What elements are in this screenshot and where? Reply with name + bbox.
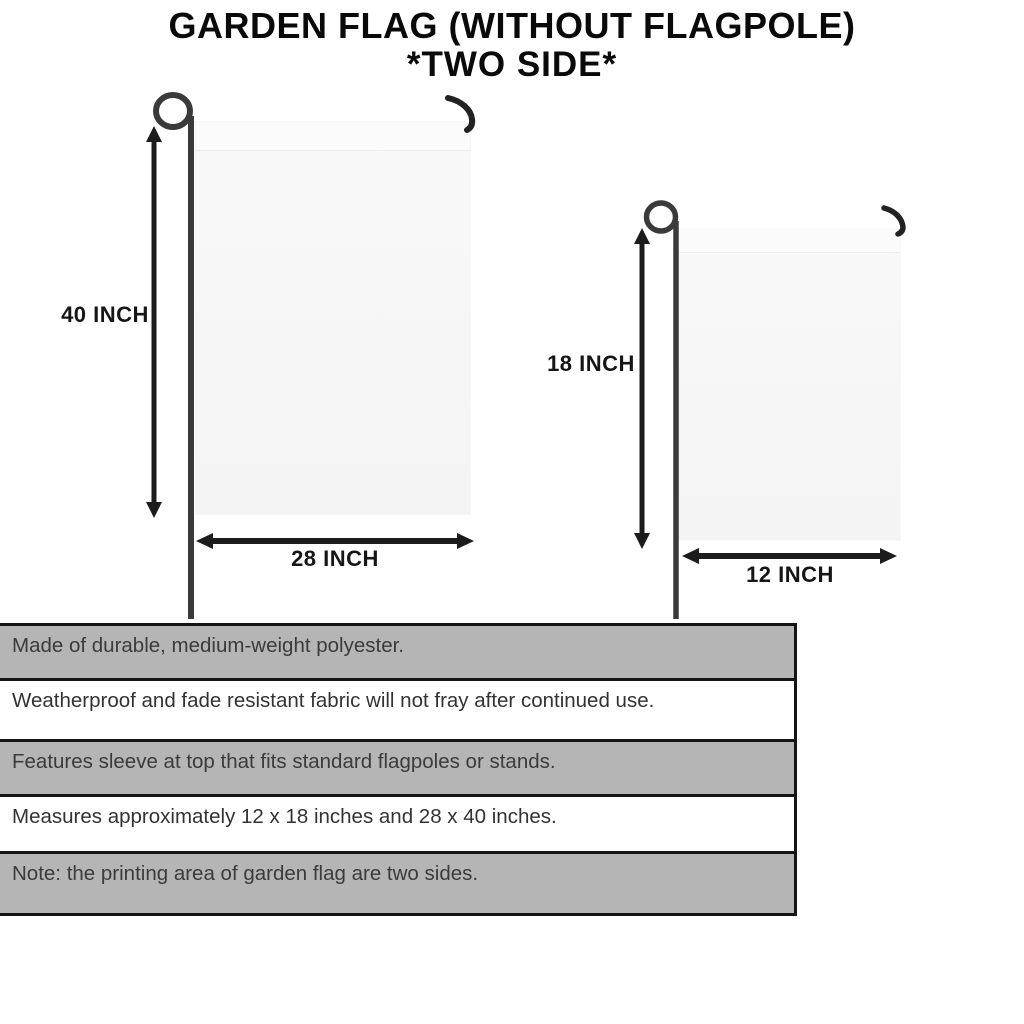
page-title: [0, 6, 1024, 84]
feature-table: [0, 623, 797, 916]
width-label-small: 12 INCH: [746, 562, 834, 587]
height-label-large: 40 INCH: [61, 302, 149, 327]
feature-row-polyester: Made of durable, medium-weight polyester.: [0, 623, 797, 681]
feature-row-sleeve: Features sleeve at top that fits standard flagpoles or stands.: [0, 739, 797, 797]
flag-large-sleeve: [196, 122, 470, 151]
feature-row-note: Note: the printing area of garden flag are two sides.: [0, 851, 797, 916]
feature-row-weatherproof: Weatherproof and fade resistant fabric will not fray after continued use.: [0, 678, 797, 742]
width-label-large: 28 INCH: [291, 546, 379, 571]
feature-row-measurements: Measures approximately 12 x 18 inches and 28 x 40 inches.: [0, 794, 797, 854]
title-line-2: *TWO SIDE*: [406, 45, 618, 84]
height-arrow-small: [634, 228, 650, 549]
title-line-1: GARDEN FLAG (WITHOUT FLAGPOLE): [168, 5, 856, 46]
height-label-small: 18 INCH: [547, 351, 635, 376]
flag-large: [196, 122, 470, 514]
flagpole-small-icon: [647, 203, 677, 619]
flagpole-large-icon: [156, 95, 191, 619]
flag-small: [678, 230, 900, 540]
flag-small-sleeve: [678, 230, 900, 253]
